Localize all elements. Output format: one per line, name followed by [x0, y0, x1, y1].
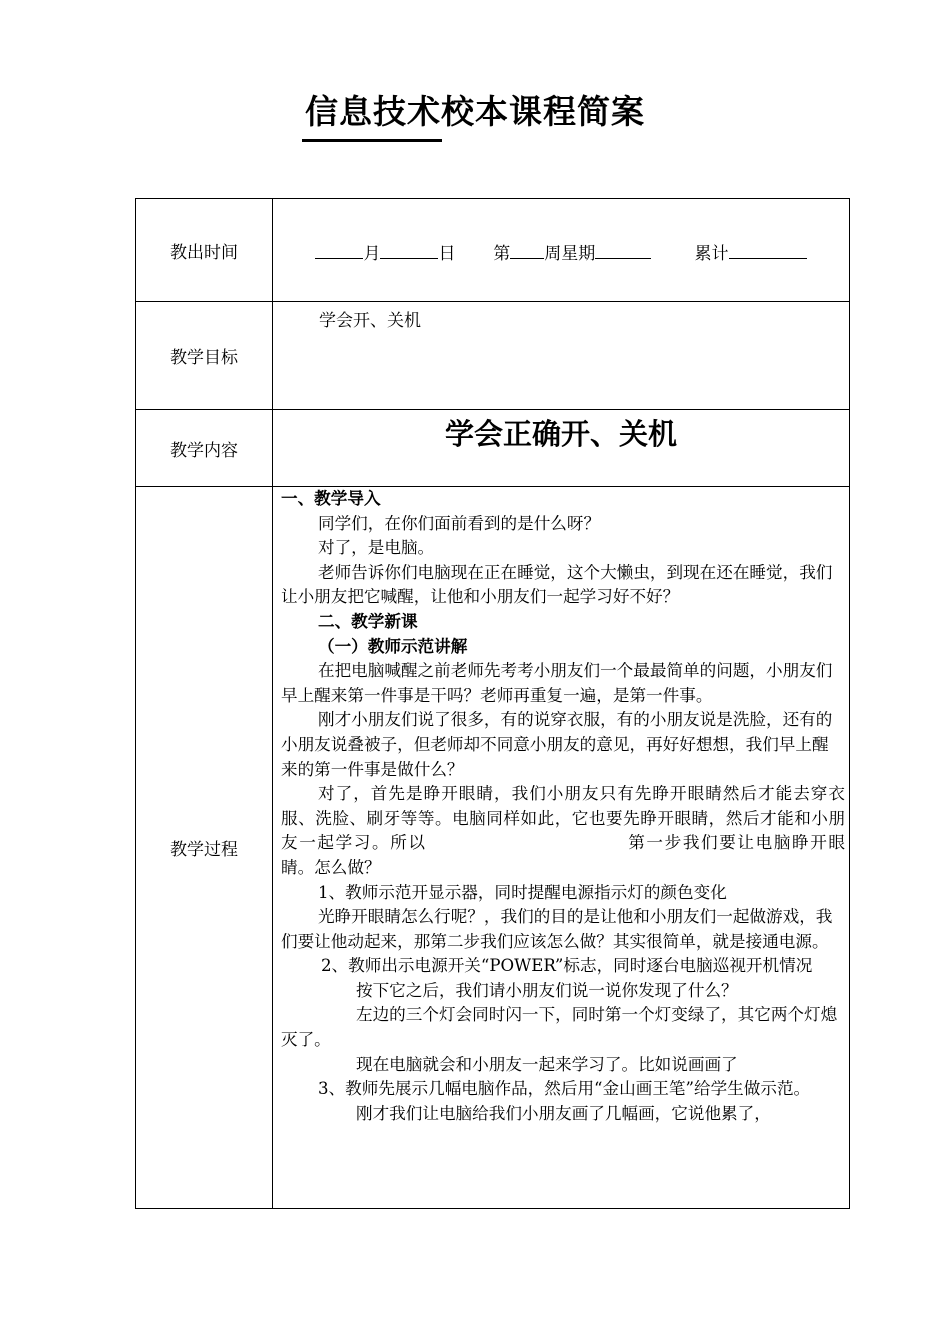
goal-text: 学会开、关机 — [319, 311, 421, 331]
paragraph: 左边的三个灯会同时闪一下，同时第一个灯变绿了，其它两个灯熄灭了。 — [281, 1005, 838, 1050]
week-prefix-text: 第 — [493, 243, 511, 264]
paragraph: 现在电脑就会和小朋友一起来学习了。比如说画画了 — [356, 1054, 738, 1074]
time-label: 教出时间 — [136, 199, 273, 302]
section-heading-new-lesson: 二、教学新课 — [318, 611, 418, 631]
process-text — [273, 487, 849, 1126]
day-blank — [380, 240, 438, 259]
paragraph: 刚才小朋友们说了很多，有的说穿衣服，有的小朋友说是洗脸，还有的小朋友说叠被子，但老师却不同意小朋友的意见，再好好想想，我们早上醒来的第一件事是做什么？ — [281, 710, 833, 779]
content-label: 教学内容 — [136, 410, 273, 487]
table-row-time — [136, 199, 850, 302]
date-line — [273, 237, 849, 264]
paragraph — [281, 782, 845, 880]
paragraph: 3、教师先展示几幅电脑作品，然后用“金山画王笔”给学生做示范。 — [318, 1079, 811, 1099]
title-underline — [302, 139, 442, 142]
lesson-plan-table — [135, 198, 850, 1209]
paragraph: 刚才我们让电脑给我们小朋友画了几幅画，它说他累了， — [356, 1103, 771, 1123]
goal-cell — [273, 302, 850, 410]
content-cell — [273, 410, 850, 487]
week-suffix-text: 周星期 — [544, 243, 596, 264]
table-row-goal — [136, 302, 850, 410]
table-row-content — [136, 410, 850, 487]
paragraph: 1、教师示范开显示器，同时提醒电源指示灯的颜色变化 — [318, 882, 727, 902]
paragraph: 按下它之后，我们请小朋友们说一说你发现了什么？ — [356, 980, 738, 1000]
week-blank — [510, 240, 544, 259]
day-text: 日 — [438, 243, 456, 264]
weekday-blank — [595, 240, 651, 259]
table-row-process — [136, 487, 850, 1209]
paragraph: 老师告诉你们电脑现在正在睡觉，这个大懒虫，到现在还在睡觉，我们让小朋友把它喊醒，让他和小朋友们一起学习好不好？ — [281, 562, 833, 607]
paragraph: 2、教师出示电源开关“POWER”标志，同时逐台电脑巡视开机情况 — [321, 956, 813, 976]
subsection-heading-demo: （一）教师示范讲解 — [318, 636, 468, 656]
total-blank — [729, 240, 807, 259]
page-title: 信息技术校本课程简案 — [305, 92, 645, 131]
process-cell — [273, 487, 850, 1209]
paragraph: 同学们，在你们面前看到的是什么呀？ — [318, 513, 601, 533]
content-text: 学会正确开、关机 — [444, 417, 677, 451]
paragraph: 在把电脑喊醒之前老师先考考小朋友们一个最最简单的问题，小朋友们早上醒来第一件事是干吗？老师再重复一遍，是第一件事。 — [281, 661, 833, 705]
time-cell — [273, 199, 850, 302]
paragraph-part: 对了，首先是睁开眼睛，我们小朋友只有先睁开眼睛然后才能去穿衣服、洗脸、刷牙等等。电脑同样如此，它也要先睁开眼睛，然后才能和小朋友一起学习。所以 — [281, 784, 845, 853]
paragraph-part: 第一步我们要让电脑睁开眼睛。怎么做？ — [281, 833, 846, 877]
paragraph: 光睁开眼睛怎么行呢？，我们的目的是让他和小朋友们一起做游戏，我们要让他动起来，那第二步我们应该怎么做？其实很简单，就是接通电源。 — [281, 907, 833, 951]
goal-label: 教学目标 — [136, 302, 273, 410]
process-label: 教学过程 — [136, 487, 273, 1209]
month-blank — [315, 240, 363, 259]
paragraph: 对了，是电脑。 — [318, 538, 435, 558]
total-text: 累计 — [694, 243, 729, 264]
section-heading-intro: 一、教学导入 — [281, 489, 381, 508]
month-text: 月 — [363, 243, 381, 264]
